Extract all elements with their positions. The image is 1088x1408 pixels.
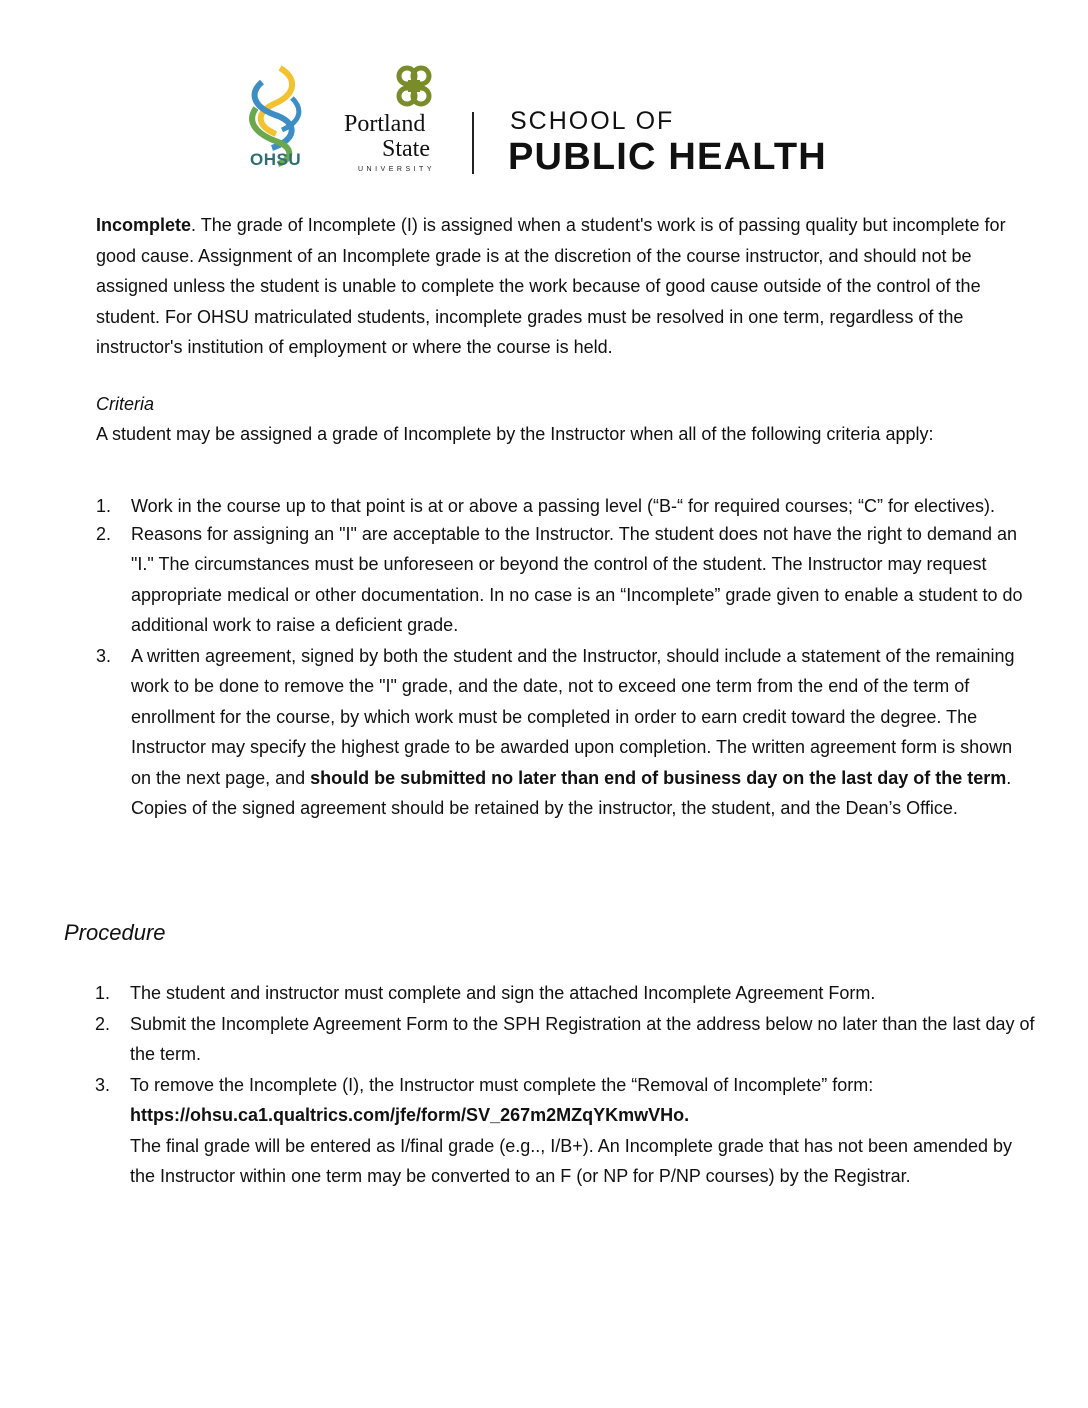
header-divider: [472, 112, 474, 174]
list-item-text: Reasons for assigning an "I" are acceptable to the Instructor. The student does not have the right to demand an "I." The circumstances must be unforeseen or beyond the control of the student. The Instructor may request appropriate medical or other documentation. In no case is an “Incomplete” grade given to enable a student to do additional work to raise a deficient grade.: [131, 523, 1023, 635]
list-number: 2.: [96, 523, 112, 544]
list-item: [95, 978, 1040, 1009]
school-of-label: SCHOOL OF: [510, 107, 675, 135]
deadline-emphasis: should be submitted no later than end of business day on the last day of the term: [310, 767, 1007, 788]
list-item-text: Submit the Incomplete Agreement Form to the SPH Registration at the address below no later than the last day of the term.: [130, 1013, 1035, 1064]
procedure-list: [95, 978, 1040, 1192]
psu-logo-icon: [390, 62, 438, 110]
ohsu-wordmark: OHSU: [250, 150, 302, 169]
procedure-section: [95, 978, 1040, 1192]
main-content: [96, 210, 1036, 824]
list-number: 2.: [95, 1013, 111, 1034]
psu-wordmark-line1: Portland: [344, 111, 426, 137]
list-number: 1.: [95, 983, 111, 1003]
list-number: 1.: [96, 495, 112, 516]
list-item-text: The student and instructor must complete and sign the attached Incomplete Agreement Form.: [130, 983, 876, 1003]
list-number: 3.: [96, 645, 112, 666]
list-item: [96, 494, 1036, 519]
public-health-label: PUBLIC HEALTH: [508, 136, 827, 178]
intro-text: . The grade of Incomplete (I) is assigned when a student's work is of passing quality but incomplete for good cause. Assignment of an Incomplete grade is at the discretion of the course instructor, and should not be assigned unless the student is unable to complete the work because of good cause outside of the control of the student. For OHSU matriculated students, incomplete grades must be resolved in one term, regardless of the instructor's institution of employment or where the course is held.: [96, 215, 1006, 357]
list-item: [95, 1070, 1040, 1192]
psu-wordmark-line2: State: [382, 136, 430, 162]
list-item: [96, 641, 1036, 824]
list-number: 3.: [95, 1074, 111, 1095]
psu-wordmark-line3: UNIVERSITY: [358, 166, 436, 173]
criteria-heading: Criteria: [96, 393, 155, 414]
page-header: [0, 0, 1088, 190]
intro-paragraph: [96, 210, 1036, 363]
removal-form-link[interactable]: https://ohsu.ca1.qualtrics.com/jfe/form/SV_267m2MZqYKmwVHo.: [130, 1105, 690, 1125]
list-item-text: . Copies of the signed agreement should be retained by the instructor, the student, and the Dean’s Office.: [131, 767, 1012, 818]
list-item-text: Work in the course up to that point is at or above a passing level (“B-“ for required courses; “C” for electives).: [131, 495, 996, 516]
intro-term: Incomplete: [96, 215, 192, 235]
list-item: [95, 1009, 1040, 1070]
list-item-text: The final grade will be entered as I/final grade (e.g.., I/B+). An Incomplete grade that has not been amended by the Instructor within one term may be converted to an F (or NP for P/NP courses) by the Registrar.: [130, 1135, 1013, 1186]
list-item-text: A written agreement, signed by both the student and the Instructor, should include a statement of the remaining work to be done to remove the "I" grade, and the date, not to exceed one term from the end of the term of enrollment for the course, by which work must be completed in order to earn credit toward the degree. The Instructor may specify the highest grade to be awarded upon completion. The written agreement form is shown on the next page, and: [131, 645, 1015, 788]
procedure-heading: Procedure: [64, 920, 166, 945]
criteria-intro: A student may be assigned a grade of Incomplete by the Instructor when all of the following criteria apply:: [96, 424, 934, 444]
list-item-text: To remove the Incomplete (I), the Instructor must complete the “Removal of Incomplete” form:: [130, 1074, 874, 1095]
criteria-list: [96, 494, 1036, 824]
list-item: [96, 519, 1036, 641]
